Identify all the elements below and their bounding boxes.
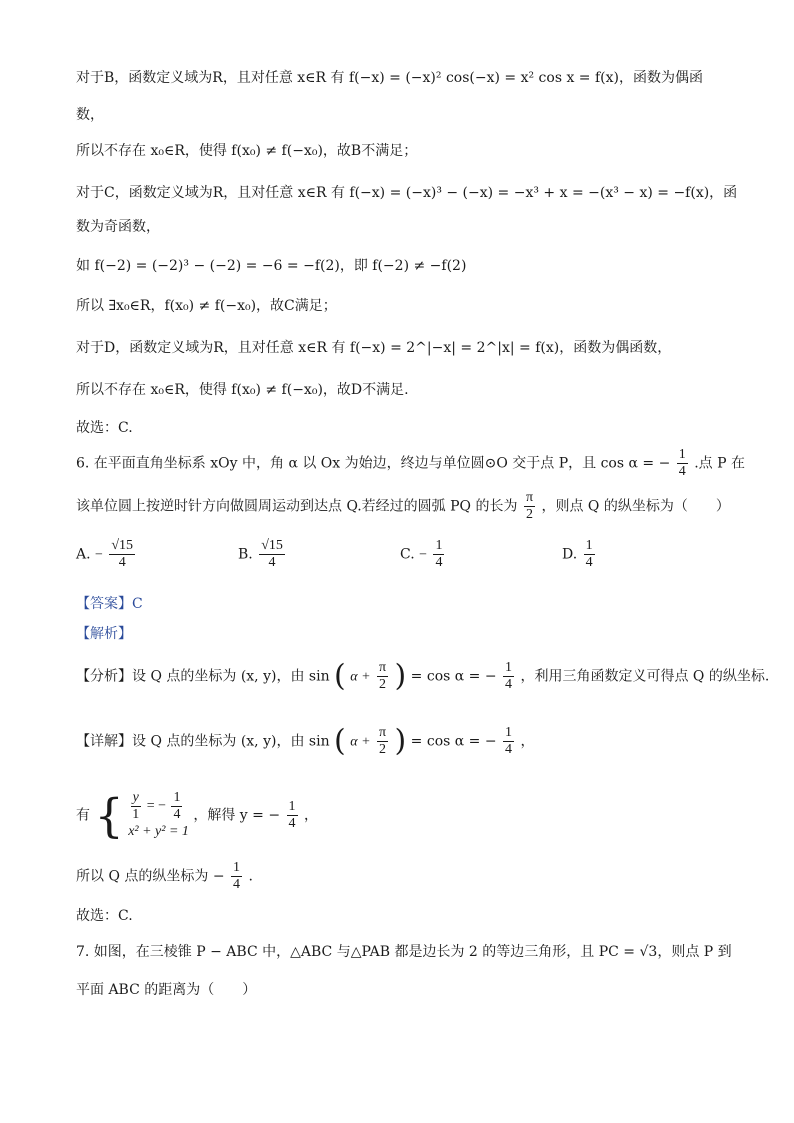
fraction-one-quarter bbox=[503, 660, 514, 693]
text-line-5: 数为奇函数， bbox=[76, 219, 160, 235]
left-paren: ( bbox=[334, 658, 346, 694]
analysis-heading: 【解析】 bbox=[76, 626, 132, 642]
numerator: 1 bbox=[678, 447, 686, 462]
fraction-one-quarter bbox=[171, 790, 182, 823]
question-6-stem-b: 该单位圆上按逆时针方向做圆周运动到达点 Q.若经过的圆弧 PQ 的长为 bbox=[76, 498, 518, 515]
fenxi-text-pre: 【分析】设 Q 点的坐标为 (x, y)，由 sin bbox=[76, 668, 330, 685]
denominator: 2 bbox=[379, 677, 386, 692]
option-a-label: A. bbox=[76, 546, 91, 563]
equation-system bbox=[128, 790, 189, 841]
right-paren: ) bbox=[394, 723, 407, 759]
sys-solve-text: ，解得 y = − bbox=[193, 807, 281, 824]
option-a-fraction bbox=[109, 538, 135, 571]
numerator: 1 bbox=[288, 799, 296, 814]
question-6-line-1 bbox=[76, 447, 745, 480]
answer-line: 【答案】C bbox=[76, 596, 143, 612]
option-d-label: D. bbox=[562, 546, 578, 563]
denominator: 4 bbox=[288, 816, 296, 831]
text-line-9: 所以不存在 x₀∈R，使得 f(x₀) ≠ f(−x₀)，故D不满足. bbox=[76, 382, 409, 398]
fraction-one-quarter bbox=[231, 860, 242, 893]
equation-row-2: x² + y² = 1 bbox=[128, 824, 189, 839]
option-d-fraction bbox=[584, 538, 595, 571]
fraction-pi-half bbox=[377, 725, 388, 758]
numerator: π bbox=[378, 725, 387, 740]
numerator: 1 bbox=[505, 660, 513, 675]
numerator: 1 bbox=[233, 860, 241, 875]
denominator: 4 bbox=[505, 677, 513, 692]
right-paren: ) bbox=[394, 658, 407, 694]
option-c-label: C. bbox=[400, 546, 415, 563]
text-line-1: 对于B，函数定义域为R，且对任意 x∈R 有 f(−x) = (−x)² cos(−x) = x² cos x = f(x)，函数为偶函 bbox=[76, 70, 703, 86]
question-6-stem-a: 6. 在平面直角坐标系 xOy 中，角 α 以 Ox 为始边，终边与单位圆⊙O 交于点 P，且 cos α = − bbox=[76, 455, 671, 472]
question-7-line-2: 平面 ABC 的距离为（ ） bbox=[76, 982, 257, 998]
numerator: 1 bbox=[173, 790, 181, 805]
analysis-fenxi bbox=[76, 660, 769, 693]
fraction-one-quarter bbox=[287, 799, 298, 832]
text-line-2: 数， bbox=[76, 107, 104, 123]
fraction-one-quarter bbox=[503, 725, 514, 758]
denominator: 2 bbox=[525, 507, 533, 522]
option-d bbox=[562, 538, 597, 571]
denominator: 4 bbox=[678, 464, 686, 479]
question-6-stem-b-end: ，则点 Q 的纵坐标为（ ） bbox=[541, 498, 730, 515]
alpha-plus: α + bbox=[350, 734, 371, 750]
question-6-stem-a-end: .点 P 在 bbox=[694, 455, 746, 472]
denominator: 2 bbox=[379, 742, 386, 757]
conclusion-end: . bbox=[248, 868, 253, 885]
left-paren: ( bbox=[334, 723, 346, 759]
fenxi-text-post: ，利用三角函数定义可得点 Q 的纵坐标. bbox=[520, 668, 770, 685]
denominator: 4 bbox=[233, 877, 241, 892]
text-line-6: 如 f(−2) = (−2)³ − (−2) = −6 = −f(2)，即 f(−2) ≠ −f(2) bbox=[76, 258, 467, 274]
fenxi-text-mid: = cos α = − bbox=[410, 668, 497, 685]
fraction-one-quarter bbox=[677, 447, 688, 480]
option-b-label: B. bbox=[238, 546, 253, 563]
numerator: π bbox=[378, 660, 387, 675]
denominator: 4 bbox=[435, 555, 443, 570]
denominator: 4 bbox=[118, 555, 126, 570]
fraction-pi-half bbox=[524, 490, 535, 523]
xiangjie-text-mid: = cos α = − bbox=[410, 733, 497, 750]
option-c-fraction bbox=[433, 538, 444, 571]
numerator: 1 bbox=[585, 538, 593, 553]
text-line-10: 故选：C. bbox=[76, 420, 133, 436]
equation-system-line bbox=[76, 790, 318, 841]
fraction-y-over-1 bbox=[130, 790, 141, 823]
numerator: 1 bbox=[435, 538, 443, 553]
question-7-line-1: 7. 如图，在三棱锥 P − ABC 中，△ABC 与△PAB 都是边长为 2 的等边三角形，且 PC = √3，则点 P 到 bbox=[76, 944, 732, 960]
sys-solve-end: ， bbox=[304, 807, 318, 824]
option-b-fraction bbox=[259, 538, 285, 571]
option-b bbox=[238, 538, 287, 571]
choose-line: 故选：C. bbox=[76, 908, 133, 924]
denominator: 4 bbox=[173, 807, 181, 822]
conclusion-text: 所以 Q 点的纵坐标为 − bbox=[76, 868, 225, 885]
numerator: √15 bbox=[261, 538, 283, 553]
fraction-pi-half bbox=[377, 660, 388, 693]
text-line-4: 对于C，函数定义域为R，且对任意 x∈R 有 f(−x) = (−x)³ − (−x) = −x³ + x = −(x³ − x) = −f(x)，函 bbox=[76, 185, 738, 201]
question-6-line-2 bbox=[76, 490, 730, 523]
numerator: π bbox=[525, 490, 534, 505]
numerator: y bbox=[132, 790, 139, 805]
conclusion-line bbox=[76, 860, 253, 893]
option-c: C. − $\frac{1}{4}$ bbox=[400, 538, 443, 570]
option-a: A. − $\frac{√15}{4}$ bbox=[76, 538, 134, 570]
numerator: 1 bbox=[505, 725, 513, 740]
alpha-plus: α + bbox=[350, 669, 371, 685]
denominator: 4 bbox=[268, 555, 276, 570]
left-brace: { bbox=[94, 788, 124, 843]
xiangjie-text-post: ， bbox=[520, 733, 535, 750]
sys-prefix: 有 bbox=[76, 807, 90, 824]
text-line-3: 所以不存在 x₀∈R，使得 f(x₀) ≠ f(−x₀)，故B不满足； bbox=[76, 143, 418, 159]
equation-row-1 bbox=[128, 790, 189, 823]
text-line-7: 所以 ∃x₀∈R，f(x₀) ≠ f(−x₀)，故C满足； bbox=[76, 298, 337, 314]
xiangjie-text-pre: 【详解】设 Q 点的坐标为 (x, y)，由 sin bbox=[76, 733, 330, 750]
analysis-xiangjie bbox=[76, 725, 534, 758]
denominator: 1 bbox=[132, 807, 140, 822]
text-line-8: 对于D，函数定义域为R，且对任意 x∈R 有 f(−x) = 2^|−x| = 2^|x| = f(x)，函数为偶函数， bbox=[76, 340, 672, 356]
eq-row-1-mid: = − bbox=[146, 798, 166, 814]
denominator: 4 bbox=[585, 555, 593, 570]
denominator: 4 bbox=[505, 742, 513, 757]
numerator: √15 bbox=[111, 538, 134, 553]
